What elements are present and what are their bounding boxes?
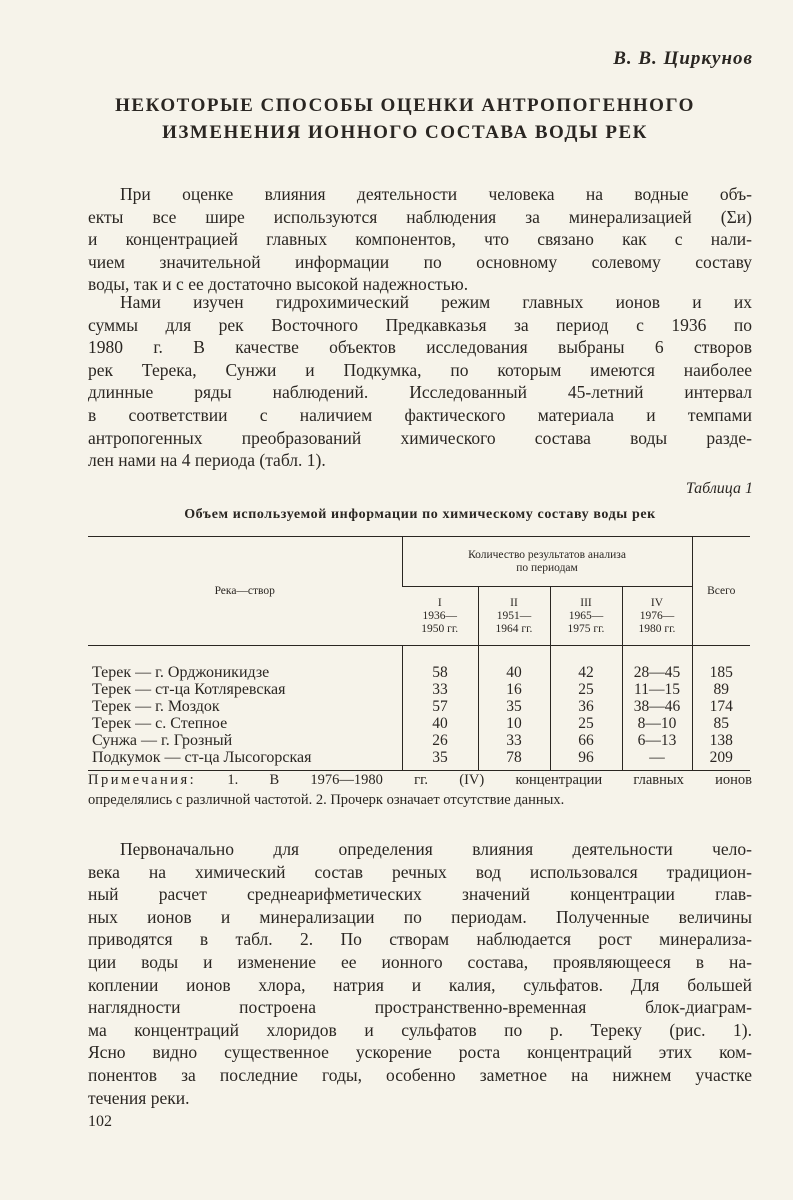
paragraph-methods: [88, 291, 752, 472]
paragraph-results: [88, 838, 752, 1109]
note-line: определялись с различной частотой. 2. Прочерк означает отсутствие данных.: [88, 792, 565, 808]
text-line: наглядности построена пространственно-временная блок-диаграм-: [88, 997, 752, 1018]
header-quantity-line: Количество результатов анализа: [468, 548, 626, 561]
text-line: в соответствии с наличием фактического материала и темпами: [88, 404, 752, 425]
text-line: 1980 г. В качестве объектов исследования выбраны 6 створов: [88, 337, 752, 358]
text-line: Первоначально для определения влияния деятельности чело-: [120, 839, 752, 859]
text-line: века на химический состав речных вод использовался традицион-: [88, 861, 752, 882]
text-line: рек Терека, Сунжи и Подкумка, по которым имеются наиболее: [88, 359, 752, 380]
table-caption: Таблица 1: [685, 480, 753, 497]
title-line: НЕКОТОРЫЕ СПОСОБЫ ОЦЕНКИ АНТРОПОГЕННОГО: [115, 95, 695, 116]
text-line: ма концентраций хлоридов и сульфатов по р. Тереку (рис. 1).: [88, 1019, 752, 1040]
text-line: течения реки.: [88, 1087, 190, 1108]
title-line: ИЗМЕНЕНИЯ ИОННОГО СОСТАВА ВОДЫ РЕК: [162, 122, 648, 143]
text-line: екты все шире используются наблюдения за минерализацией (Σи): [88, 206, 752, 227]
text-line: ции воды и изменение ее ионного состава, проявляющееся в на-: [88, 951, 752, 972]
table-row: Терек — г. Моздок 57 35 36 38—46 174: [88, 698, 750, 715]
table-row: Терек — ст-ца Котляревская 33 16 25 11—15 89: [88, 681, 750, 698]
text-line: ный расчет среднеарифметических значений концентрации глав-: [88, 884, 752, 905]
table-row: Сунжа — г. Грозный 26 33 66 6—13 138: [88, 732, 750, 749]
header-quantity: [402, 537, 692, 587]
table-row: Подкумок — ст-ца Лысогорская 35 78 96 — 209: [88, 749, 750, 771]
table-note: [88, 770, 752, 810]
header-total: Всего: [692, 537, 750, 646]
table-row: Терек — с. Степное 40 10 25 8—10 85: [88, 715, 750, 732]
text-line: длинные ряды наблюдений. Исследованный 45-летний интервал: [88, 382, 752, 403]
header-river: Река—створ: [88, 537, 402, 646]
text-line: коплении ионов хлора, натрия и калия, сульфатов. Для большей: [88, 974, 752, 995]
paragraph-intro: [88, 183, 752, 296]
header-quantity-line: по периодам: [516, 561, 578, 574]
text-line: понентов за последние годы, особенно заметное на нижнем участке: [88, 1064, 752, 1085]
text-line: ных ионов и минерализации по периодам. Полученные величины: [88, 906, 752, 927]
note-line: Примечания: 1. В 1976—1980 гг. (IV) концентрации главных ионов: [88, 772, 752, 788]
header-period: III 1965— 1975 гг.: [550, 587, 622, 646]
author-name: В. В. Циркунов: [613, 48, 753, 69]
text-line: Ясно видно существенное ускорение роста концентраций этих ком-: [88, 1042, 752, 1063]
header-period: I 1936— 1950 гг.: [402, 587, 478, 646]
text-line: приводятся в табл. 2. По створам наблюдается рост минерализа-: [88, 929, 752, 950]
text-line: антропогенных преобразований химического состава воды разде-: [88, 427, 752, 448]
text-line: При оценке влияния деятельности человека на водные объ-: [120, 184, 752, 204]
header-period: II 1951— 1964 гг.: [478, 587, 550, 646]
header-period: IV 1976— 1980 гг.: [622, 587, 692, 646]
text-line: суммы для рек Восточного Предкавказья за период с 1936 по: [88, 314, 752, 335]
article-title: [60, 92, 750, 146]
text-line: воды, так и с ее достаточно высокой надежностью.: [88, 274, 469, 295]
text-line: и концентрацией главных компонентов, что связано как с нали-: [88, 229, 752, 250]
data-table: [88, 536, 750, 771]
note-label: Примечания:: [88, 772, 197, 788]
text-line: Нами изучен гидрохимический режим главных ионов и их: [120, 292, 752, 312]
text-line: чием значительной информации по основному солевому составу: [88, 251, 752, 272]
table-row: Терек — г. Орджоникидзе 58 40 42 28—45 185: [88, 646, 750, 682]
text-line: лен нами на 4 периода (табл. 1).: [88, 450, 326, 471]
table-title: Объем используемой информации по химическому составу воды рек: [184, 507, 656, 522]
page-number: 102: [88, 1113, 112, 1130]
